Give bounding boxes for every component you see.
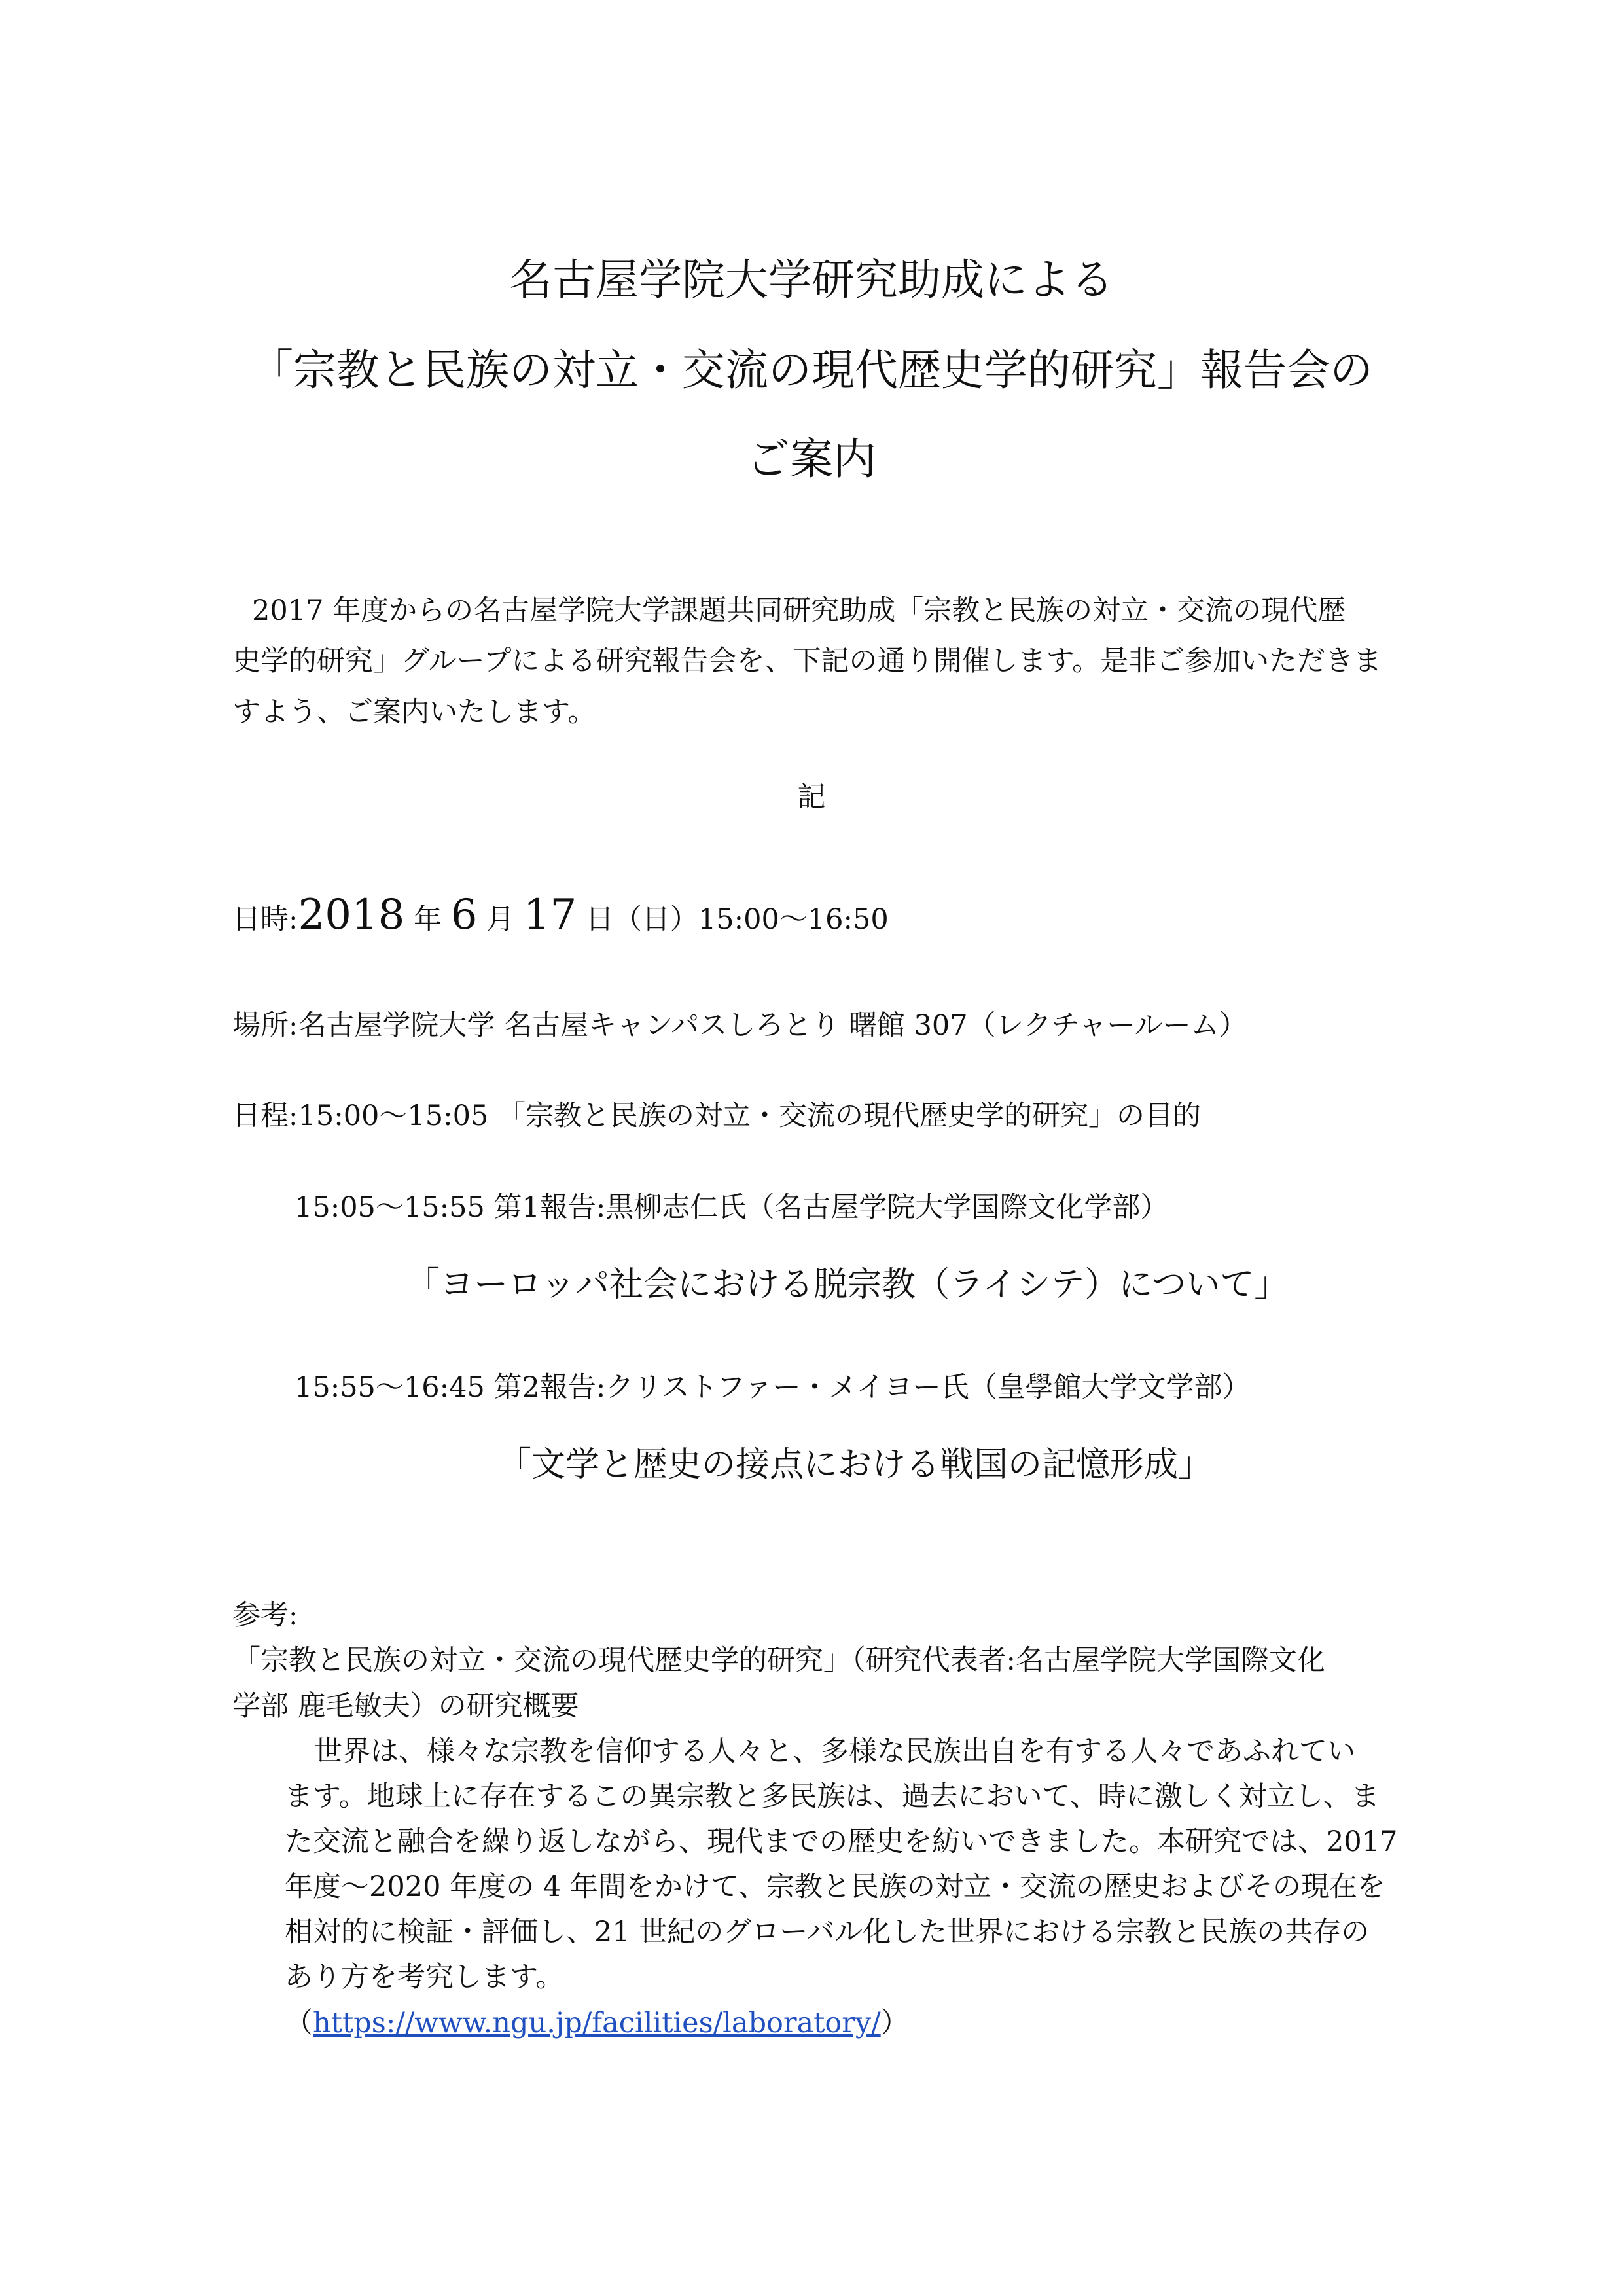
ki-heading: 記 (797, 781, 826, 814)
reference-label: 参考: (232, 1599, 298, 1632)
datetime-day: 17 (523, 891, 577, 939)
reference-line-1: 「宗教と民族の対立・交流の現代歴史学的研究」（研究代表者:名古屋学院大学国際文化 (232, 1644, 1325, 1677)
summary-line-1: 世界は、様々な宗教を信仰する人々と、多様な民族出自を有する人々であふれてい (314, 1735, 1355, 1768)
intro-line-1: 2017 年度からの名古屋学院大学課題共同研究助成「宗教と民族の対立・交流の現代歴 (252, 594, 1346, 627)
datetime-line (232, 890, 889, 941)
summary-line-3: た交流と融合を繰り返しながら、現代までの歴史を紡いできました。本研究では、2017 (285, 1825, 1398, 1858)
intro-line-3: すよう、ご案内いたします。 (232, 696, 596, 728)
intro-line-2: 史学的研究」グループによる研究報告会を、下記の通り開催します。是非ご参加いただきま (232, 645, 1382, 677)
datetime-nen: 年 (404, 903, 451, 936)
place-line: 場所:名古屋学院大学 名古屋キャンパスしろとり 曙館 307（レクチャールーム） (232, 1009, 1247, 1042)
summary-line-2: ます。地球上に存在するこの異宗教と多民族は、過去において、時に激しく対立し、ま (285, 1780, 1380, 1813)
datetime-rest: 日（日）15:00～16:50 (577, 903, 889, 936)
datetime-month: 6 (450, 891, 478, 939)
schedule-item-2: 15:05～15:55 第1報告:黒柳志仁氏（名古屋学院大学国際文化学部） (294, 1191, 1169, 1224)
url-open-paren: （ (285, 2007, 313, 2039)
talk-title-1: 「ヨーロッパ社会における脱宗教（ライシテ）について」 (406, 1265, 1289, 1304)
summary-line-4: 年度～2020 年度の 4 年間をかけて、宗教と民族の対立・交流の歴史およびその現在を (285, 1871, 1385, 1903)
laboratory-link[interactable]: https://www.ngu.jp/facilities/laboratory/ (313, 2007, 881, 2039)
reference-url-line (285, 2007, 909, 2041)
title-line-1: 名古屋学院大学研究助成による (509, 255, 1114, 305)
url-close-paren: ） (880, 2007, 909, 2039)
summary-line-6: あり方を考究します。 (285, 1961, 564, 1994)
datetime-gatsu: 月 (477, 903, 524, 936)
talk-title-2: 「文学と歴史の接点における戦国の記憶形成」 (497, 1445, 1213, 1484)
datetime-label: 日時: (232, 903, 298, 936)
schedule-item-3: 15:55～16:45 第2報告:クリストファー・メイヨー氏（皇學館大学文学部） (294, 1371, 1251, 1404)
summary-line-5: 相対的に検証・評価し、21 世紀のグローバル化した世界における宗教と民族の共存の (285, 1916, 1370, 1948)
schedule-item-1: 日程:15:00～15:05 「宗教と民族の対立・交流の現代歴史学的研究」の目的 (232, 1100, 1201, 1132)
title-line-3: ご案内 (747, 434, 876, 484)
title-line-2: 「宗教と民族の対立・交流の現代歴史学的研究」報告会の (250, 345, 1373, 395)
reference-line-2: 学部 鹿毛敏夫）の研究概要 (232, 1690, 579, 1723)
datetime-year: 2018 (298, 891, 405, 939)
